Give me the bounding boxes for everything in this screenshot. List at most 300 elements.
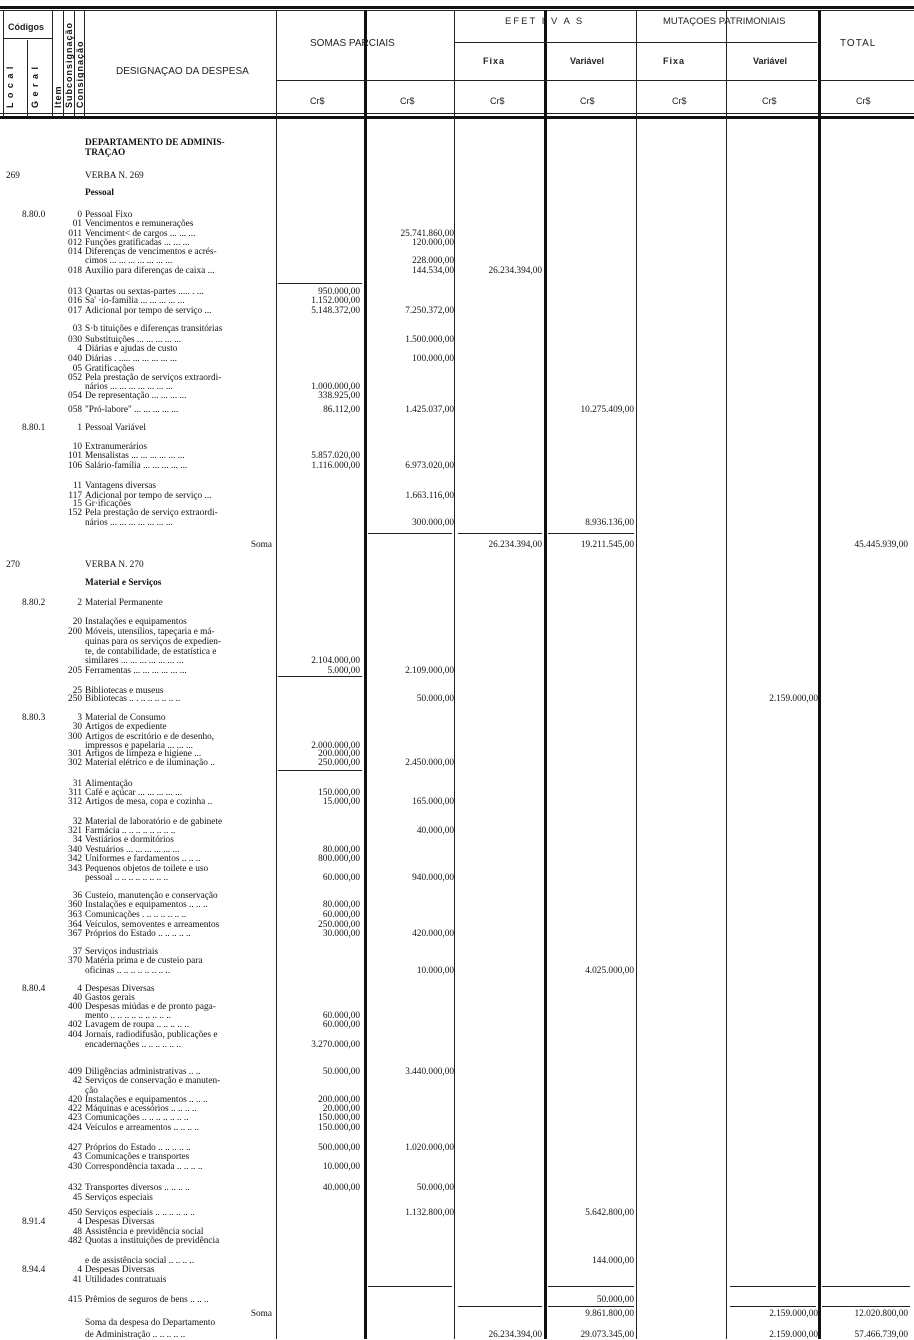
item-code: 343 — [68, 864, 82, 874]
mutacoes-fixa-label: Fixa — [663, 56, 686, 66]
description: Vestiários e dormitórios — [85, 835, 174, 845]
item-code: 054 — [68, 391, 82, 401]
item-code: 2 — [77, 598, 82, 608]
soma-parcial-2: 2.450.000,00 — [405, 758, 454, 768]
description: Comunicações e transportes — [85, 1152, 190, 1162]
description: Quartas ou sextas-partes ..... . ... — [85, 287, 204, 297]
soma-parcial-2: 50.000,00 — [416, 1183, 454, 1193]
table-row — [0, 560, 914, 570]
table-row — [0, 835, 914, 845]
table-row — [0, 722, 914, 732]
description: VERBA N. 269 — [85, 171, 144, 181]
description: te, de contabilidade, de estatística e — [85, 647, 217, 657]
table-row — [0, 578, 914, 588]
soma-parcial-2: 6.973.020,00 — [405, 461, 454, 471]
efetiva-variavel: 9.861.800,00 — [585, 1309, 634, 1319]
table-row — [0, 929, 914, 939]
item-code: 367 — [68, 929, 82, 939]
item-code: 058 — [68, 405, 82, 415]
rule — [278, 676, 362, 677]
item-code: 34 — [72, 835, 82, 845]
soma-parcial-1: 60.000,00 — [322, 1011, 360, 1021]
currency-mutacoes-fixa: Cr$ — [672, 96, 687, 106]
soma-parcial-2: 1.020.000,00 — [405, 1143, 454, 1153]
description: Funções gratificadas ... ... ... — [85, 238, 190, 248]
efetiva-variavel: 8.936.136,00 — [585, 518, 634, 528]
description: Diárias e ajudas de custo — [85, 344, 178, 354]
efetiva-variavel: 19.211.545,00 — [580, 540, 634, 550]
soma-parcial-2: 420.000,00 — [412, 929, 454, 939]
table-row — [0, 540, 914, 550]
description: Artigos de mesa, copa e cozinha .. — [85, 797, 213, 807]
efetivas-variavel-label: Variável — [570, 56, 605, 66]
description: Bibliotecas e museus — [85, 686, 164, 696]
description: Pela prestação de serviços extraordi- — [85, 373, 222, 383]
efetiva-variavel: 29.073.345,00 — [580, 1330, 634, 1340]
description: De representação ... ... ... ... — [85, 391, 187, 401]
codigos-label: Códigos — [8, 22, 44, 32]
table-row — [0, 656, 914, 666]
table-row — [0, 324, 914, 334]
geral-code: 8.80.1 — [22, 423, 46, 433]
description: cimos ... ... ... ... ... ... ... — [85, 256, 173, 266]
table-row — [0, 1076, 914, 1086]
description: Serviços especiais .. .. .. .. .. .. — [85, 1208, 195, 1218]
local-label: L o c a l — [5, 65, 15, 108]
table-row — [0, 344, 914, 354]
item-code: 302 — [68, 758, 82, 768]
item-code: 45 — [72, 1193, 82, 1203]
efetivas-label: EFET I V A S — [505, 16, 585, 27]
description: "Pró-labore" ... ... ... ... ... — [85, 405, 179, 415]
description: Auxílio para diferenças de caixa ... — [85, 266, 215, 276]
item-code: 052 — [68, 373, 82, 383]
description: Extranumerários — [85, 442, 147, 452]
description: Salário-família ... ... ... ... ... — [85, 461, 188, 471]
efetiva-variavel: 10.275.409,00 — [580, 405, 634, 415]
soma-parcial-1: 250.000,00 — [318, 920, 360, 930]
rule — [278, 283, 362, 284]
description: Pequenos objetos de toilete e uso — [85, 864, 209, 874]
table-row — [0, 405, 914, 415]
rule — [368, 1286, 452, 1287]
description: Artigos de escritório e de desenho, — [85, 732, 215, 742]
table-row — [0, 1295, 914, 1305]
table-row — [0, 423, 914, 433]
soma-parcial-2: 3.440.000,00 — [405, 1067, 454, 1077]
table-row — [0, 296, 914, 306]
table-row — [0, 171, 914, 181]
soma-parcial-1: 80.000,00 — [322, 845, 360, 855]
local-code: 269 — [6, 171, 20, 181]
description: Comunicações . .. .. .. .. .. .. — [85, 910, 187, 920]
item-code: 430 — [68, 1162, 82, 1172]
item-code: 012 — [68, 238, 82, 248]
description: ção — [85, 1086, 98, 1096]
rule — [278, 770, 362, 771]
geral-code: 8.80.0 — [22, 210, 46, 220]
item-code: 402 — [68, 1020, 82, 1030]
table-row — [0, 138, 914, 148]
table-row — [0, 391, 914, 401]
item-label: Item — [53, 85, 63, 108]
item-code: 424 — [68, 1123, 82, 1133]
efetivas-fixa-label: Fixa — [483, 56, 506, 66]
description: mento .. .. .. .. .. .. .. .. .. — [85, 1011, 171, 1021]
table-row — [0, 148, 914, 158]
item-code: 3 — [77, 713, 82, 723]
item-code: 36 — [72, 891, 82, 901]
table-row — [0, 637, 914, 647]
item-code: 106 — [68, 461, 82, 471]
table-row — [0, 354, 914, 364]
soma-parcial-2: 300.000,00 — [412, 518, 454, 528]
description: Soma — [250, 1309, 272, 1319]
table-row — [0, 266, 914, 276]
currency-total: Cr$ — [856, 96, 871, 106]
item-code: 312 — [68, 797, 82, 807]
efetiva-variavel: 50.000,00 — [596, 1295, 634, 1305]
local-code: 270 — [6, 560, 20, 570]
description: Adicional por tempo de serviço ... — [85, 491, 212, 501]
description: Pessoal Fixo — [85, 210, 133, 220]
geral-code: 8.80.4 — [22, 984, 46, 994]
soma-parcial-1: 5.000,00 — [327, 666, 360, 676]
soma-parcial-1: 40.000,00 — [322, 1183, 360, 1193]
currency-somas-1: Cr$ — [310, 96, 325, 106]
soma-parcial-1: 60.000,00 — [322, 910, 360, 920]
soma-parcial-1: 800.000,00 — [318, 854, 360, 864]
description: Instalações e equipamentos .. .. .. — [85, 900, 208, 910]
soma-parcial-2: 165.000,00 — [412, 797, 454, 807]
mutacao-variavel: 2.159.000,00 — [769, 1330, 818, 1340]
item-code: 360 — [68, 900, 82, 910]
geral-label: G e r a l — [30, 65, 40, 108]
description: Pela prestação de serviço extraordi- — [85, 508, 218, 518]
soma-parcial-2: 940.000,00 — [412, 873, 454, 883]
item-code: 43 — [72, 1152, 82, 1162]
description: DEPARTAMENTO DE ADMINIS- — [85, 138, 225, 148]
description: Material Permanente — [85, 598, 163, 608]
somas-parciais-label: SOMAS PARCIAIS — [310, 38, 395, 49]
description: TRAÇAO — [85, 148, 126, 158]
item-code: 030 — [68, 335, 82, 345]
soma-parcial-1: 1.116.000,00 — [311, 461, 360, 471]
item-code: 427 — [68, 1143, 82, 1153]
table-row — [0, 1275, 914, 1285]
description: Material e Serviços — [85, 578, 162, 588]
soma-parcial-1: 5.148.372,00 — [311, 306, 360, 316]
description: Assistência e previdência social — [85, 1227, 204, 1237]
item-code: 370 — [68, 956, 82, 966]
soma-parcial-1: 338.925,00 — [318, 391, 360, 401]
soma-parcial-1: 200.000,00 — [318, 749, 360, 759]
table-row — [0, 1123, 914, 1133]
description: Artigos de limpeza e higiene ... — [85, 749, 202, 759]
description: Serviços de conservação e manuten- — [85, 1076, 221, 1086]
soma-parcial-2: 25.741.860,00 — [400, 229, 454, 239]
table-row — [0, 1152, 914, 1162]
item-code: 404 — [68, 1030, 82, 1040]
description: Gr·ificações — [85, 499, 131, 509]
efetiva-fixa: 26.234.394,00 — [488, 1330, 542, 1340]
item-code: 018 — [68, 266, 82, 276]
soma-parcial-1: 500.000,00 — [318, 1143, 360, 1153]
table-row — [0, 256, 914, 266]
item-code: 423 — [68, 1113, 82, 1123]
description: oficinas .. .. .. .. .. .. .. .. — [85, 966, 171, 976]
description: Despesas Diversas — [85, 1265, 155, 1275]
item-code: 37 — [72, 947, 82, 957]
table-row — [0, 1193, 914, 1203]
table-row — [0, 306, 914, 316]
efetiva-variavel: 144.000,00 — [592, 1256, 634, 1266]
description: Alimentação — [85, 779, 133, 789]
rule — [822, 1286, 910, 1287]
description: Vencimentos e remunerações — [85, 219, 194, 229]
rule — [368, 533, 452, 534]
table-row — [0, 1318, 914, 1328]
rule — [730, 1306, 816, 1307]
description: Instalações e equipamentos .. .. .. — [85, 1095, 208, 1105]
description: Despesas Diversas — [85, 1217, 155, 1227]
description: Pessoal Variável — [85, 423, 147, 433]
description: encadernações .. .. .. .. .. .. — [85, 1040, 182, 1050]
table-row — [0, 1236, 914, 1246]
table-row — [0, 873, 914, 883]
mutacoes-label: MUTAÇOES PATRIMONIAIS — [663, 16, 786, 27]
item-code: 42 — [72, 1076, 82, 1086]
table-row — [0, 1265, 914, 1275]
rule — [822, 1306, 910, 1307]
item-code: 363 — [68, 910, 82, 920]
description: Comunicações .. .. .. .. .. .. .. — [85, 1113, 189, 1123]
geral-code: 8.94.4 — [22, 1265, 46, 1275]
soma-parcial-1: 3.270.000,00 — [311, 1040, 360, 1050]
item-code: 400 — [68, 1002, 82, 1012]
description: Ferramentas ... ... ... ... ... ... — [85, 666, 187, 676]
item-code: 117 — [68, 491, 82, 501]
soma-parcial-1: 2.000.000,00 — [311, 741, 360, 751]
description: impressos e papelaria ... ... ... — [85, 741, 193, 751]
description: nários ... ... ... ... ... ... ... — [85, 518, 173, 528]
subconsignacao-label: Subconsignação — [64, 21, 74, 108]
description: Veículos e arreamentos .. .. .. .. — [85, 1123, 200, 1133]
soma-parcial-1: 950.000,00 — [318, 287, 360, 297]
description: Substituições ... ... ... ... ... — [85, 335, 182, 345]
table-row — [0, 1020, 914, 1030]
item-code: 250 — [68, 694, 82, 704]
table-row — [0, 666, 914, 676]
description: Máquinas e acessórios .. .. .. .. — [85, 1104, 197, 1114]
geral-code: 8.80.2 — [22, 598, 46, 608]
soma-parcial-1: 200.000,00 — [318, 1095, 360, 1105]
description: Pessoal — [85, 188, 114, 198]
item-code: 342 — [68, 854, 82, 864]
table-row — [0, 1040, 914, 1050]
item-code: 432 — [68, 1183, 82, 1193]
soma-parcial-1: 150.000,00 — [318, 1113, 360, 1123]
soma-parcial-1: 60.000,00 — [322, 1020, 360, 1030]
soma-parcial-2: 50.000,00 — [416, 694, 454, 704]
item-code: 321 — [68, 826, 82, 836]
efetiva-variavel: 4.025.000,00 — [585, 966, 634, 976]
description: Gastos gerais — [85, 993, 135, 1003]
description: Diferenças de vencimentos e acrés- — [85, 247, 217, 257]
description: Bibliotecas .. . .. .. .. .. .. .. — [85, 694, 181, 704]
soma-parcial-1: 5.857.020,00 — [311, 451, 360, 461]
rule — [458, 1306, 542, 1307]
item-code: 364 — [68, 920, 82, 930]
soma-parcial-1: 10.000,00 — [322, 1162, 360, 1172]
table-row — [0, 508, 914, 518]
description: Jornais, radiodifusão, publicações e — [85, 1030, 218, 1040]
description: VERBA N. 270 — [85, 560, 144, 570]
description: Soma da despesa do Departamento — [85, 1318, 216, 1328]
soma-parcial-1: 250.000,00 — [318, 758, 360, 768]
description: Próprios do Estado .. .. .. .. .. — [85, 1143, 191, 1153]
soma-parcial-1: 2.104.000,00 — [311, 656, 360, 666]
soma-parcial-1: 20.000,00 — [322, 1104, 360, 1114]
description: Móveis, utensílios, tapeçaria e má- — [85, 627, 215, 637]
item-code: 4 — [77, 984, 82, 994]
description: Instalações e equipamentos — [85, 617, 187, 627]
table-row — [0, 617, 914, 627]
mutacao-variavel: 2.159.000,00 — [769, 694, 818, 704]
rule — [548, 533, 634, 534]
item-code: 011 — [68, 229, 82, 239]
designacao-label: DESIGNAÇAO DA DESPESA — [116, 66, 249, 77]
item-code: 420 — [68, 1095, 82, 1105]
soma-parcial-2: 144.534,00 — [412, 266, 454, 276]
table-row — [0, 694, 914, 704]
soma-parcial-2: 10.000,00 — [416, 966, 454, 976]
description: Custeio, manutenção e conservação — [85, 891, 218, 901]
description: Despesas Diversas — [85, 984, 155, 994]
item-code: 422 — [68, 1104, 82, 1114]
description: e de assistência social .. .. .. .. — [85, 1256, 195, 1266]
rule — [458, 533, 542, 534]
soma-parcial-1: 30.000,00 — [322, 929, 360, 939]
item-code: 05 — [72, 364, 82, 374]
soma-parcial-2: 1.132.800,00 — [405, 1208, 454, 1218]
table-row — [0, 461, 914, 471]
efetiva-variavel: 5.642.800,00 — [585, 1208, 634, 1218]
total: 45.445.939,00 — [854, 540, 908, 550]
table-row — [0, 1030, 914, 1040]
item-code: 152 — [68, 508, 82, 518]
item-code: 311 — [68, 788, 82, 798]
description: nários ... ... ... ... ... ... ... — [85, 382, 173, 392]
item-code: 4 — [77, 344, 82, 354]
soma-parcial-2: 228.000,00 — [412, 256, 454, 266]
currency-efetivas-fixa: Cr$ — [490, 96, 505, 106]
table-row — [0, 1162, 914, 1172]
soma-parcial-2: 1.425.037,00 — [405, 405, 454, 415]
item-code: 4 — [77, 1265, 82, 1275]
table-row — [0, 518, 914, 528]
table-row — [0, 966, 914, 976]
description: Serviços especiais — [85, 1193, 153, 1203]
table-row — [0, 1183, 914, 1193]
item-code: 200 — [68, 627, 82, 637]
soma-parcial-2: 40.000,00 — [416, 826, 454, 836]
item-code: 482 — [68, 1236, 82, 1246]
item-code: 01 — [72, 219, 82, 229]
efetiva-fixa: 26.234.394,00 — [488, 266, 542, 276]
soma-parcial-2: 2.109.000,00 — [405, 666, 454, 676]
description: Gratificações — [85, 364, 135, 374]
item-code: 48 — [72, 1227, 82, 1237]
item-code: 11 — [73, 481, 82, 491]
description: Próprios do Estado .. .. .. .. .. — [85, 929, 191, 939]
item-code: 409 — [68, 1067, 82, 1077]
item-code: 32 — [72, 817, 82, 827]
table-row — [0, 598, 914, 608]
soma-parcial-1: 150.000,00 — [318, 788, 360, 798]
soma-parcial-1: 15.000,00 — [322, 797, 360, 807]
description: Sa' ·io-família ... ... ... ... ... — [85, 296, 185, 306]
rule — [730, 1286, 816, 1287]
description: Diligências administrativas .. .. — [85, 1067, 201, 1077]
mutacao-variavel: 2.159.000,00 — [769, 1309, 818, 1319]
description: Material de Consumo — [85, 713, 166, 723]
table-row — [0, 956, 914, 966]
description: similares ... ... ... ... ... ... ... — [85, 656, 184, 666]
total: 12.020.800,00 — [854, 1309, 908, 1319]
item-code: 205 — [68, 666, 82, 676]
description: Soma — [250, 540, 272, 550]
description: Venciment< de cargos ... ... ... — [85, 229, 196, 239]
total-label: TOTAL — [840, 38, 877, 49]
description: pessoal .. .. .. .. .. .. .. .. — [85, 873, 169, 883]
item-code: 016 — [68, 296, 82, 306]
description: Veículos, semoventes e arreamentos — [85, 920, 220, 930]
description: Correspondência taxada .. .. .. .. — [85, 1162, 203, 1172]
currency-mutacoes-variavel: Cr$ — [762, 96, 777, 106]
table-row — [0, 451, 914, 461]
item-code: 450 — [68, 1208, 82, 1218]
description: Mensalistas ... ... ... ... ... ... — [85, 451, 185, 461]
geral-code: 8.91.4 — [22, 1217, 46, 1227]
item-code: 013 — [68, 287, 82, 297]
description: Matéria prima e de custeio para — [85, 956, 203, 966]
description: Adicional por tempo de serviço ... — [85, 306, 212, 316]
item-code: 340 — [68, 845, 82, 855]
mutacoes-variavel-label: Variável — [753, 56, 788, 66]
description: quinas para os serviços de expedien- — [85, 637, 222, 647]
description: Artigos de expediente — [85, 722, 167, 732]
description: Transportes diversos .. .. .. .. — [85, 1183, 190, 1193]
description: Prêmios de seguros de bens .. .. .. — [85, 1295, 209, 1305]
item-code: 15 — [72, 499, 82, 509]
item-code: 31 — [72, 779, 82, 789]
soma-parcial-1: 150.000,00 — [318, 1123, 360, 1133]
table-row — [0, 854, 914, 864]
soma-parcial-2: 100.000,00 — [412, 354, 454, 364]
item-code: 30 — [72, 722, 82, 732]
table-row — [0, 758, 914, 768]
description: Vestuários ... ... ... ... ... ... — [85, 845, 180, 855]
description: Farmácia .. .. .. .. .. .. .. .. — [85, 826, 176, 836]
description: Uniformes e fardamentos .. .. .. — [85, 854, 201, 864]
consignacao-label: Consignação — [75, 40, 85, 108]
soma-parcial-1: 1.152.000,00 — [311, 296, 360, 306]
description: Material de laboratório e de gabinete — [85, 817, 223, 827]
rule — [548, 1286, 634, 1287]
table-row — [0, 900, 914, 910]
item-code: 014 — [68, 247, 82, 257]
